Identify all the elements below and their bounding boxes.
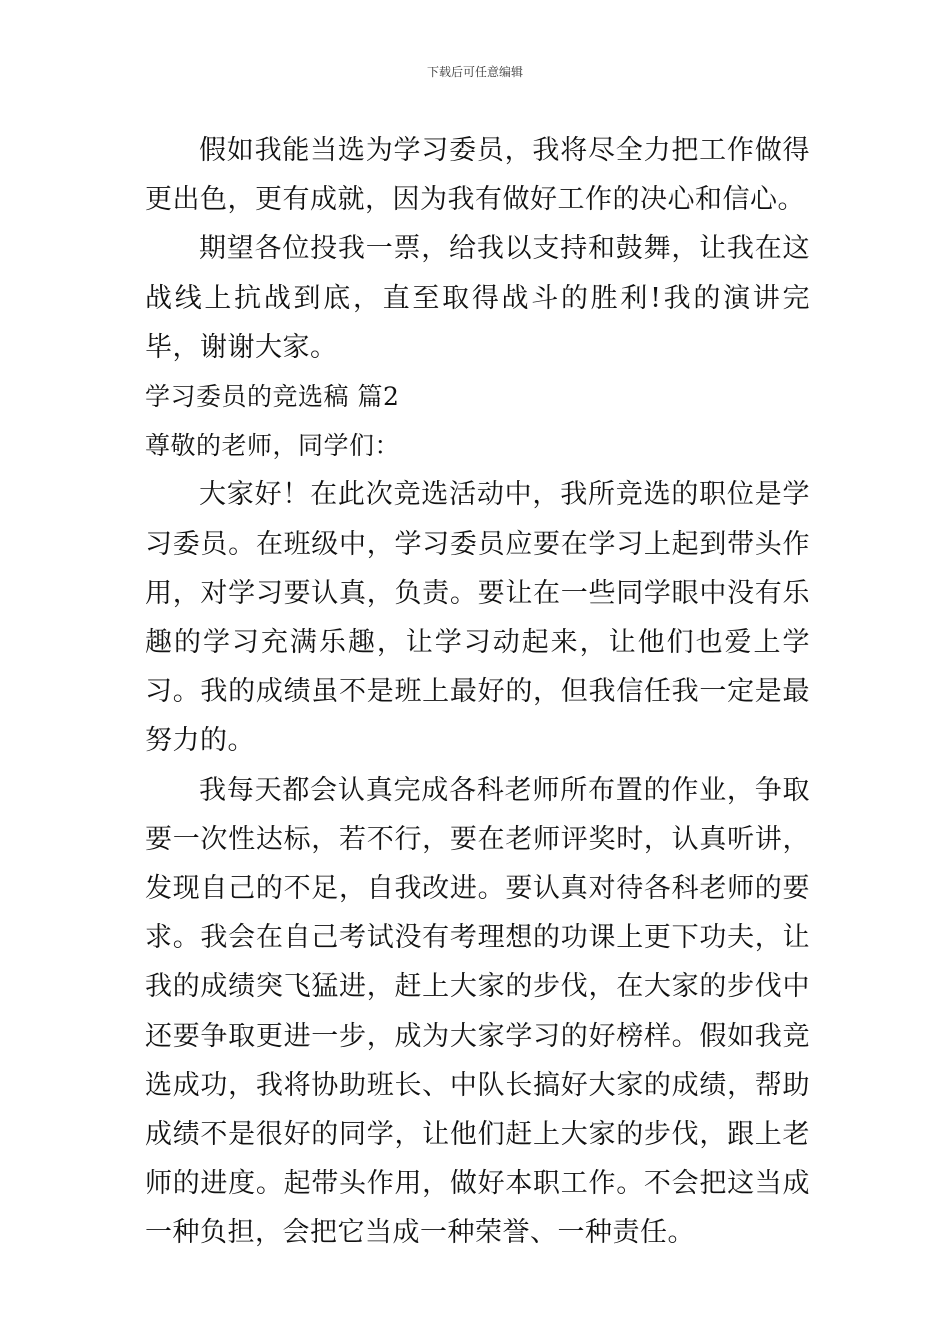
body-paragraph: 假如我能当选为学习委员，我将尽全力把工作做得更出色，更有成就，因为我有做好工作的决心和信心。 — [145, 135, 810, 216]
document-body — [145, 126, 810, 1258]
section-heading: 学习委员的竞选稿 篇2 — [145, 382, 400, 412]
salutation: 尊敬的老师，同学们： — [145, 431, 401, 461]
header-note: 下载后可任意编辑 — [426, 65, 523, 79]
body-paragraph: 大家好！在此次竞选活动中，我所竞选的职位是学习委员。在班级中，学习委员应要在学习上起到带头作用，对学习要认真，负责。要让在一些同学眼中没有乐趣的学习充满乐趣，让学习动起来，让他们也爱上学习。我的成绩虽不是班上最好的，但我信任我一定是最努力的。 — [145, 479, 810, 757]
body-paragraph: 我每天都会认真完成各科老师所布置的作业，争取要一次性达标，若不行，要在老师评奖时，认真听讲，发现自己的不足，自我改进。要认真对待各科老师的要求。我会在自己考试没有考理想的功课上更下功夫，让我的成绩突飞猛进，赶上大家的步伐，在大家的步伐中还要争取更进一步，成为大家学习的好榜样。假如我竞选成功，我将协助班长、中队长搞好大家的成绩，帮助成绩不是很好的同学，让他们赶上大家的步伐，跟上老师的进度。起带头作用，做好本职工作。不会把这当成一种负担，会把它当成一种荣誉、一种责任。 — [145, 774, 810, 1249]
body-paragraph: 期望各位投我一票，给我以支持和鼓舞，让我在这战线上抗战到底，直至取得战斗的胜利!我的演讲完毕，谢谢大家。 — [145, 233, 810, 363]
